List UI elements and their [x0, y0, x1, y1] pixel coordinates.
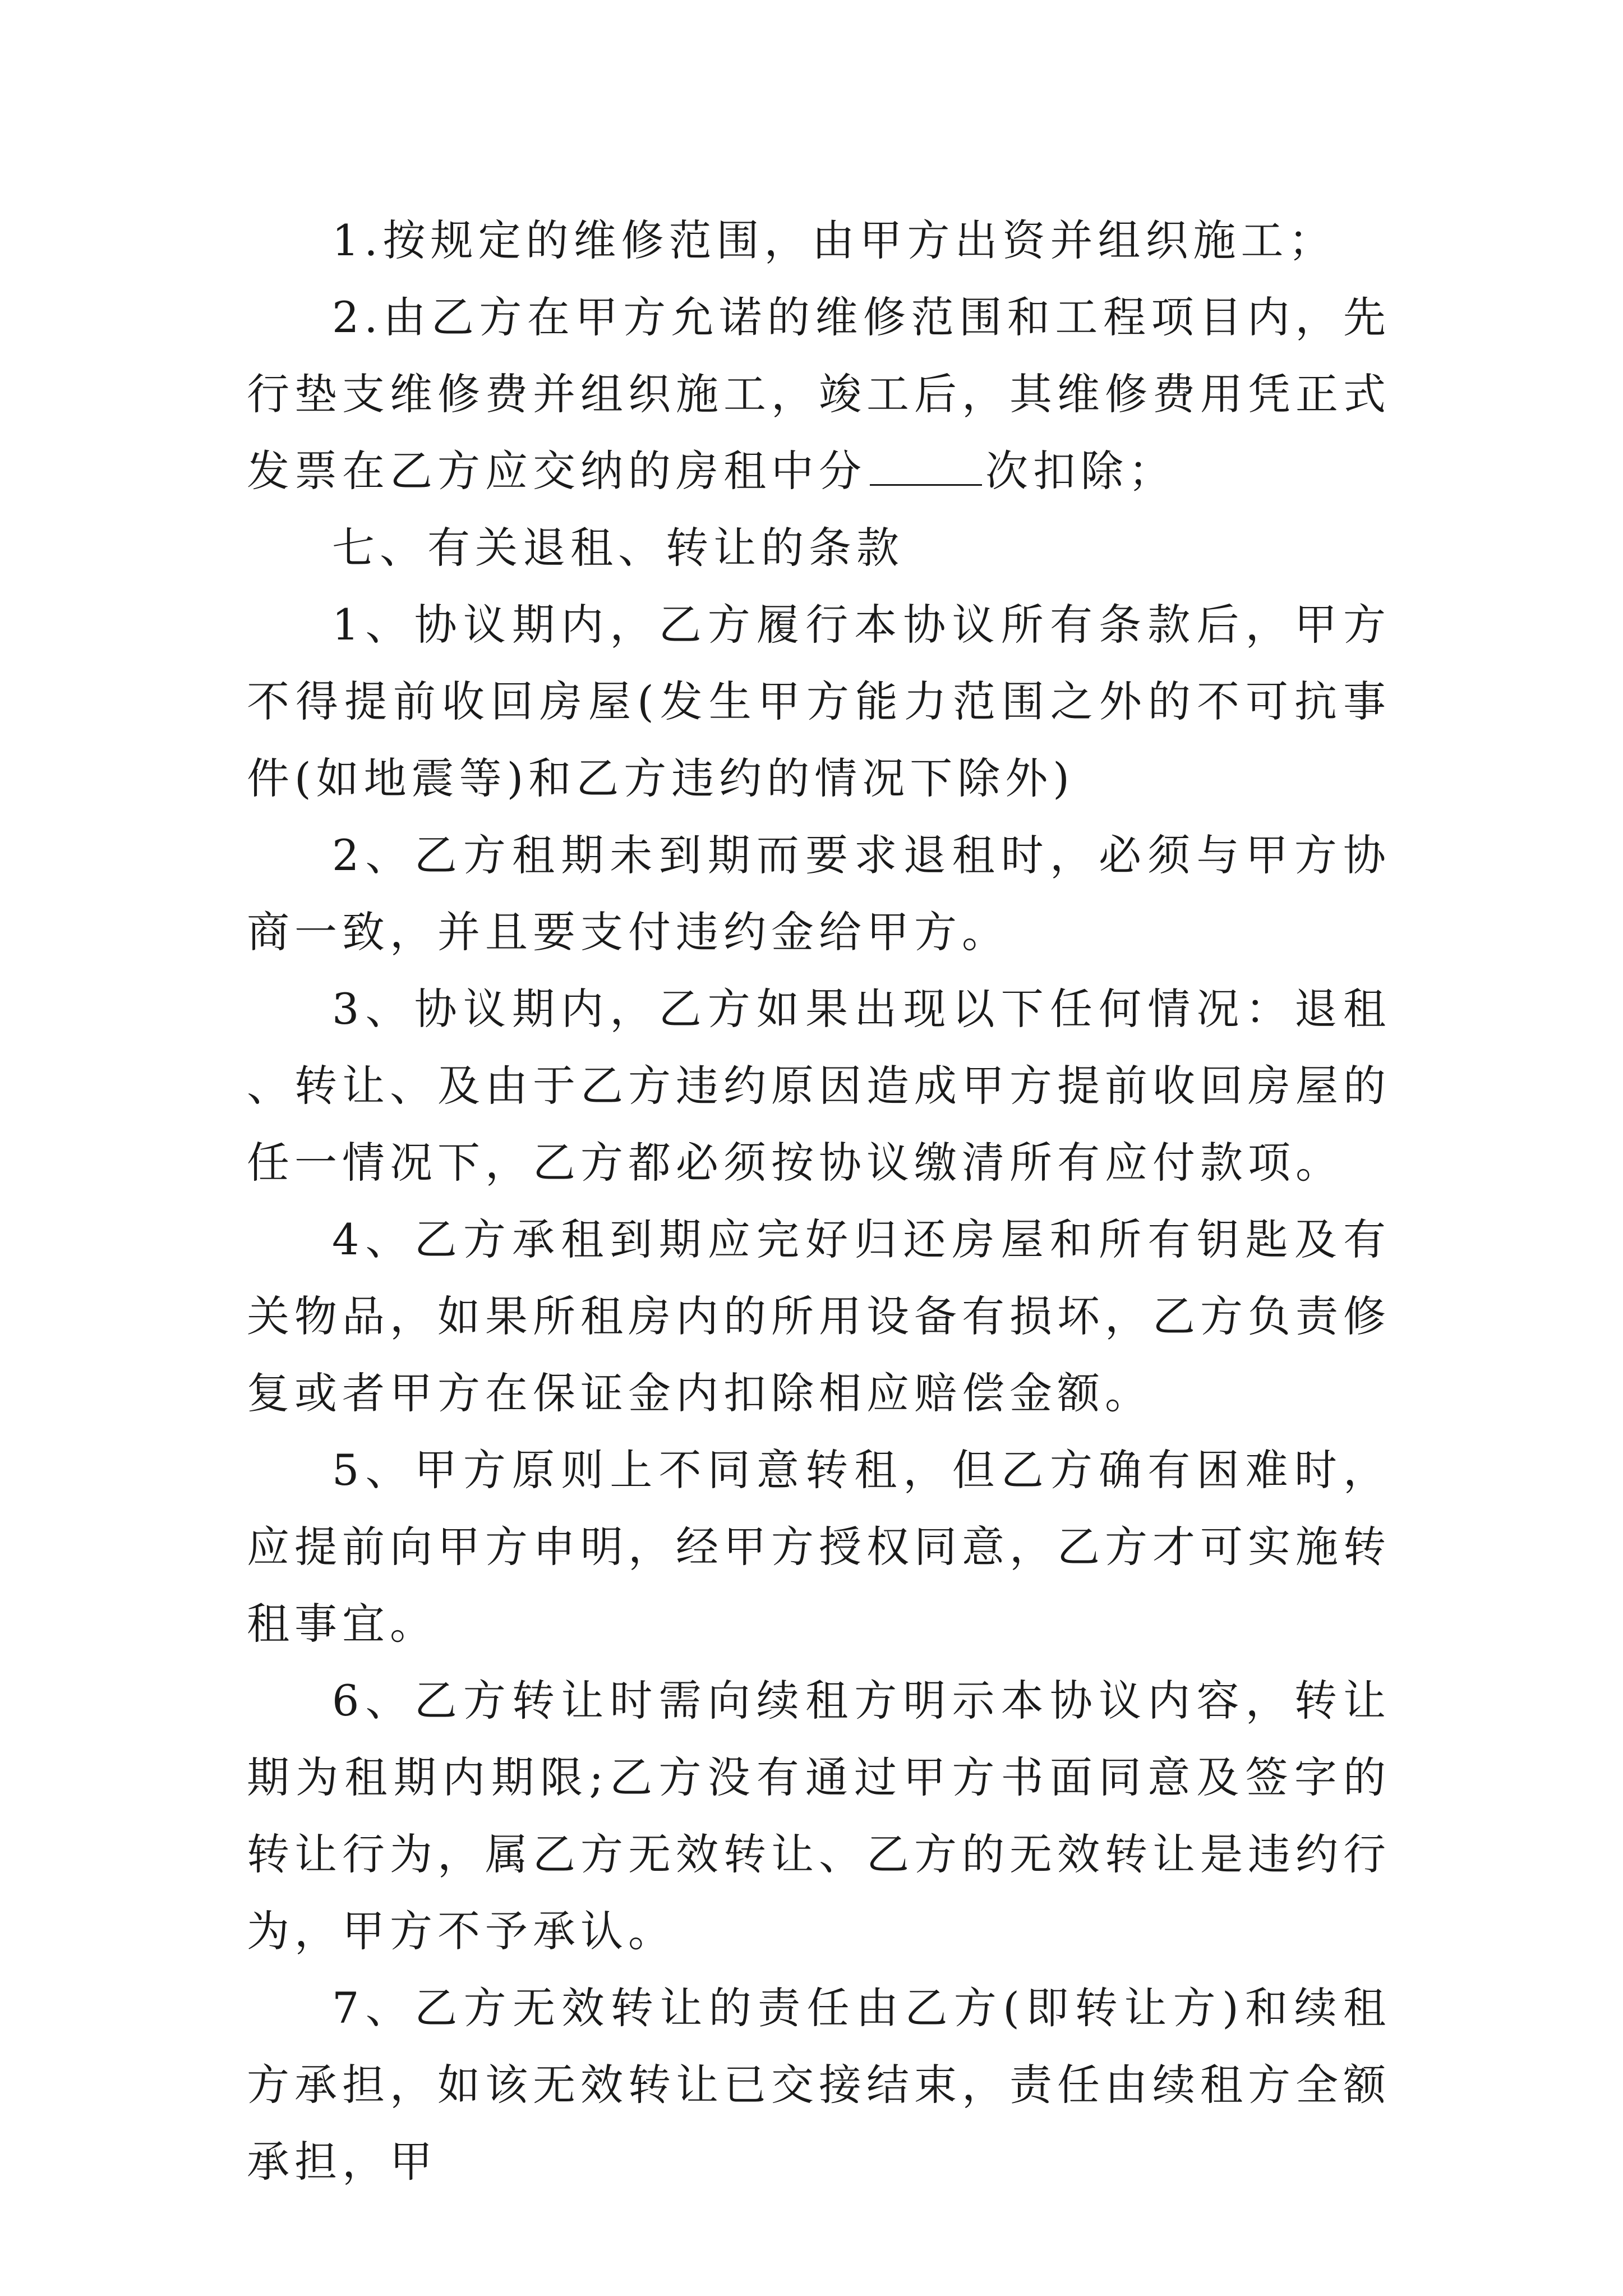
paragraph-clause-7: 7、乙方无效转让的责任由乙方(即转让方)和续租方承担，如该无效转让已交接结束，责任由续租方全额承担，甲 [247, 1983, 1391, 2187]
paragraph-clause-1: 1、协议期内，乙方履行本协议所有条款后，甲方不得提前收回房屋(发生甲方能力范围之外的不可抗事件(如地震等)和乙方违约的情况下除外) [247, 600, 1391, 803]
paragraph-text: 2.由乙方在甲方允诺的维修范围和工程项目内，先行垫支维修费并组织施工，竣工后，其维修费用凭正式发票在乙方应交纳的房租中分 [247, 292, 1391, 496]
document-body [247, 202, 1391, 2200]
section-heading-termination-transfer: 七、有关退租、转让的条款 [332, 523, 904, 573]
paragraph-repair-item-2 [247, 279, 1391, 509]
paragraph-repair-item-1: 1.按规定的维修范围，由甲方出资并组织施工； [332, 215, 1336, 265]
paragraph-clause-6: 6、乙方转让时需向续租方明示本协议内容，转让期为租期内期限;乙方没有通过甲方书面同意及签字的转让行为，属乙方无效转让、乙方的无效转让是违约行为，甲方不予承认。 [247, 1676, 1391, 1956]
paragraph-clause-2: 2、乙方租期未到期而要求退租时，必须与甲方协商一致，并且要支付违约金给甲方。 [247, 830, 1391, 957]
paragraph-text: 次扣除； [985, 446, 1176, 496]
paragraph-clause-5: 5、甲方原则上不同意转租，但乙方确有困难时，应提前向甲方申明，经甲方授权同意，乙方才可实施转租事宜。 [247, 1445, 1391, 1649]
fill-in-blank [870, 473, 982, 486]
paragraph-clause-3: 3、协议期内，乙方如果出现以下任何情况：退租、转让、及由于乙方违约原因造成甲方提前收回房屋的任一情况下，乙方都必须按协议缴清所有应付款项。 [247, 984, 1391, 1188]
paragraph-clause-4: 4、乙方承租到期应完好归还房屋和所有钥匙及有关物品，如果所租房内的所用设备有损坏，乙方负责修复或者甲方在保证金内扣除相应赔偿金额。 [247, 1214, 1391, 1418]
